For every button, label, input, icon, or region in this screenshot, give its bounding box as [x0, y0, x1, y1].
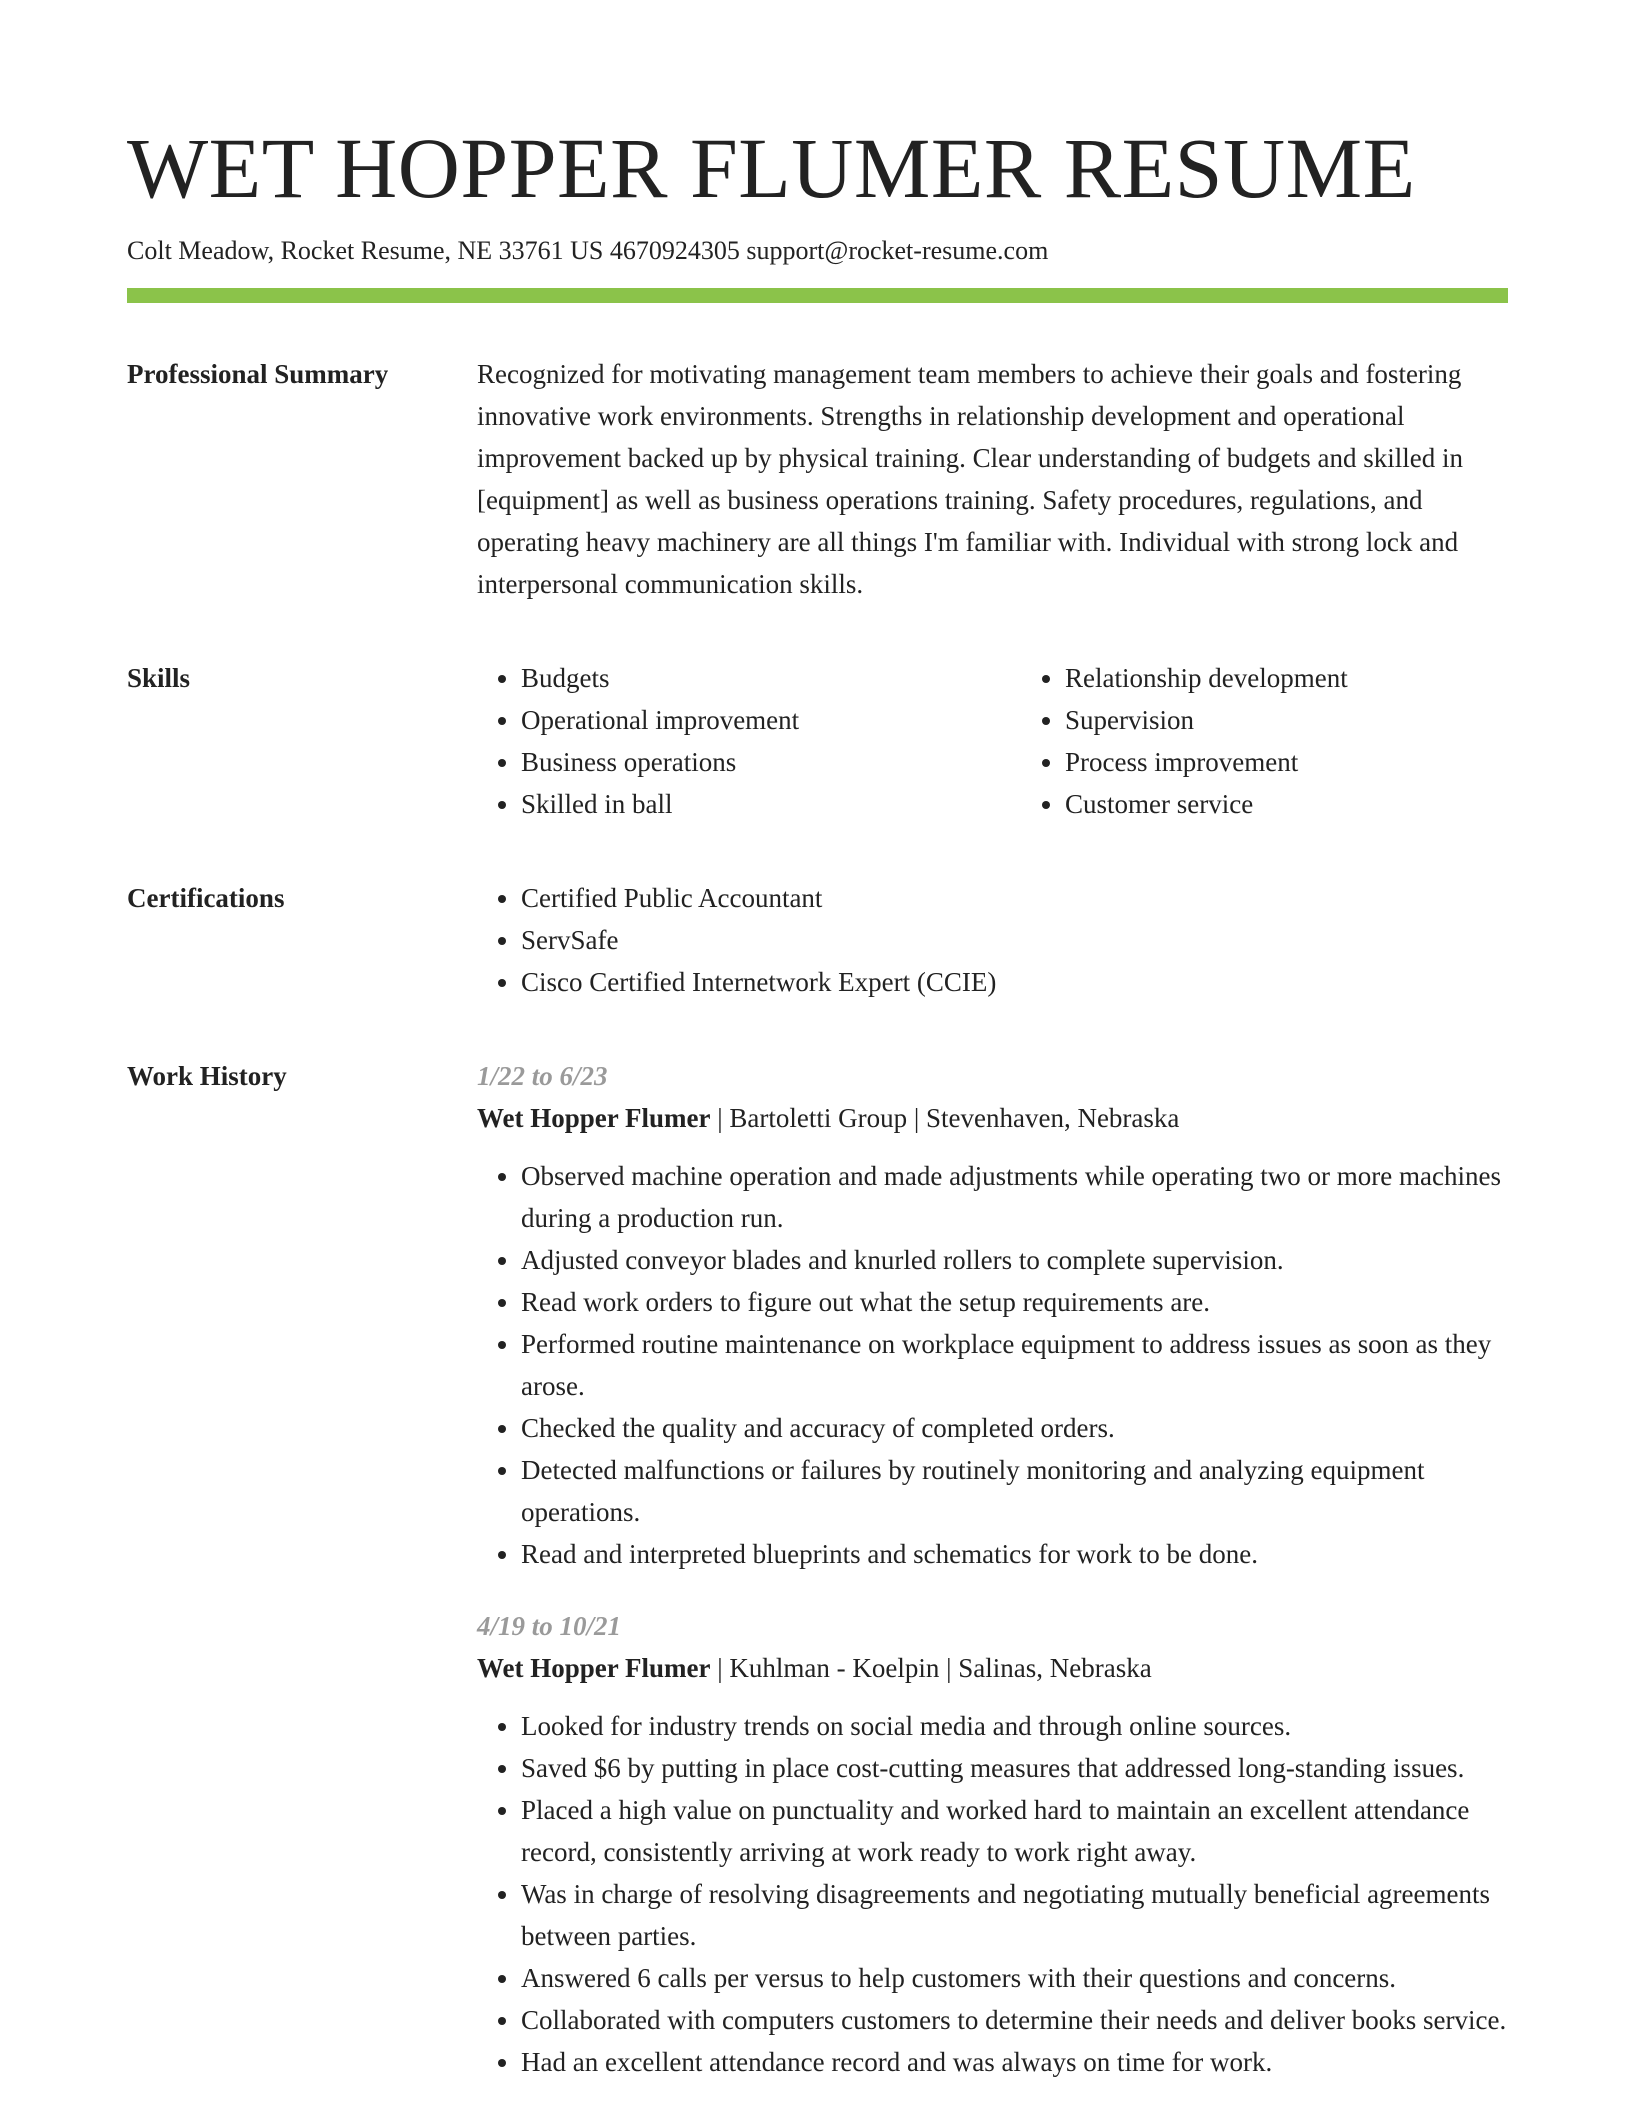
certification-item: • Cisco Certified Internetwork Expert (CCIE) [521, 961, 1508, 1003]
job-employer-location: | Bartoletti Group | Stevenhaven, Nebraska [710, 1103, 1180, 1133]
job-bullet: • Saved $6 by putting in place cost-cutting measures that addressed long-standing issues. [521, 1747, 1508, 1789]
skill-item: • Supervision [1065, 699, 1565, 741]
section-label-summary: Professional Summary [127, 359, 389, 389]
certifications-list [477, 877, 1508, 1003]
job-dates: 1/22 to 6/23 [477, 1061, 608, 1091]
skill-item: • Business operations [521, 741, 1021, 783]
job-bullet: • Looked for industry trends on social media and through online sources. [521, 1705, 1508, 1747]
job-bullet: • Placed a high value on punctuality and worked hard to maintain an excellent attendance record, consistently arriving at work ready to work right away. [521, 1789, 1508, 1873]
header-divider [127, 288, 1508, 303]
job-bullet: • Answered 6 calls per versus to help customers with their questions and concerns. [521, 1957, 1508, 1999]
resume-title: WET HOPPER FLUMER RESUME [127, 120, 1416, 216]
work-history-section [127, 1055, 1508, 2083]
job-bullet: • Collaborated with computers customers to determine their needs and deliver books service. [521, 1999, 1508, 2041]
job-bullet: • Adjusted conveyor blades and knurled rollers to complete supervision. [521, 1239, 1508, 1281]
job-bullets [477, 1155, 1508, 1575]
skill-item: • Skilled in ball [521, 783, 1021, 825]
skill-item: • Budgets [521, 657, 1021, 699]
job-title: Wet Hopper Flumer [477, 1653, 711, 1683]
job-bullet: • Detected malfunctions or failures by routinely monitoring and analyzing equipment operations. [521, 1449, 1508, 1533]
job-title: Wet Hopper Flumer [477, 1103, 711, 1133]
job-bullet: • Checked the quality and accuracy of completed orders. [521, 1407, 1508, 1449]
skills-list-left [477, 657, 1021, 825]
job-heading [477, 1097, 1508, 1139]
job-dates: 4/19 to 10/21 [477, 1611, 622, 1641]
certification-item: • Certified Public Accountant [521, 877, 1508, 919]
job-entry [477, 1605, 1508, 2083]
section-label-work-history: Work History [127, 1061, 287, 1091]
certifications-section [127, 877, 1508, 1003]
section-label-certifications: Certifications [127, 883, 285, 913]
skills-list-right [1021, 657, 1565, 825]
job-bullet: • Read and interpreted blueprints and schematics for work to be done. [521, 1533, 1508, 1575]
job-bullet: • Had an excellent attendance record and was always on time for work. [521, 2041, 1508, 2083]
skills-section [127, 657, 1508, 825]
job-heading [477, 1647, 1508, 1689]
job-bullet: • Was in charge of resolving disagreements and negotiating mutually beneficial agreements between parties. [521, 1873, 1508, 1957]
job-bullets [477, 1705, 1508, 2083]
job-employer-location: | Kuhlman - Koelpin | Salinas, Nebraska [710, 1653, 1152, 1683]
certification-item: • ServSafe [521, 919, 1508, 961]
summary-section [127, 353, 1508, 605]
skill-item: • Process improvement [1065, 741, 1565, 783]
summary-text: Recognized for motivating management team members to achieve their goals and fostering innovative work environments. Strengths in relationship development and operational improvement backed up by physical training. Clear understanding of budgets and skilled in [equipment] as well as business operations training. Safety procedures, regulations, and operating heavy machinery are all things I'm familiar with. Individual with strong lock and interpersonal communication skills. [477, 359, 1464, 599]
job-entry [477, 1055, 1508, 1575]
skill-item: • Operational improvement [521, 699, 1021, 741]
skill-item: • Relationship development [1065, 657, 1565, 699]
job-bullet: • Read work orders to figure out what the setup requirements are. [521, 1281, 1508, 1323]
contact-line: Colt Meadow, Rocket Resume, NE 33761 US 4670924305 support@rocket-resume.com [127, 236, 1049, 265]
job-bullet: • Performed routine maintenance on workplace equipment to address issues as soon as they arose. [521, 1323, 1508, 1407]
job-bullet: • Observed machine operation and made adjustments while operating two or more machines during a production run. [521, 1155, 1508, 1239]
section-label-skills: Skills [127, 663, 191, 693]
skill-item: • Customer service [1065, 783, 1565, 825]
